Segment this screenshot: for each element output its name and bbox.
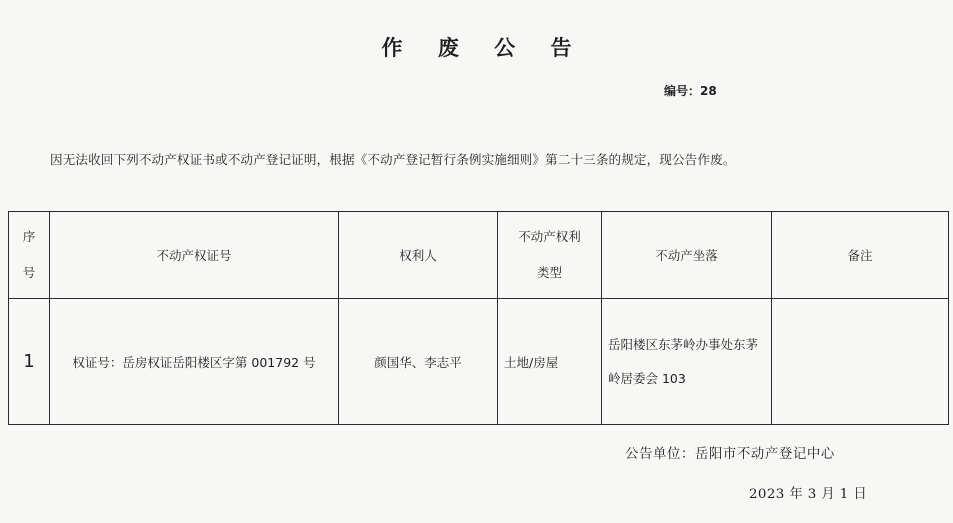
cell-location-line1: 岳阳楼区东茅岭办事处东茅 [608, 336, 759, 352]
notice-title: 作 废 公 告 [381, 36, 586, 60]
table-header-row [9, 212, 949, 299]
header-type [498, 212, 602, 299]
header-location: 不动产坐落 [602, 212, 772, 299]
cell-holder: 颜国华、李志平 [339, 299, 498, 425]
header-holder: 权利人 [339, 212, 498, 299]
cell-type: 土地/房屋 [498, 299, 602, 425]
header-type-line2: 类型 [536, 265, 562, 280]
header-seq-line2: 号 [22, 265, 36, 280]
cell-location-line2: 岭居委会 103 [608, 370, 686, 386]
serial-number: 编号：28 [664, 84, 717, 98]
header-seq-line1: 序 [22, 229, 36, 244]
header-type-line1: 不动产权利 [518, 229, 581, 244]
header-cert: 不动产权证号 [50, 212, 339, 299]
table-row [9, 299, 949, 425]
header-seq [9, 212, 50, 299]
certificate-table [8, 211, 949, 425]
notice-intro: 因无法收回下列不动产权证书或不动产登记证明，根据《不动产登记暂行条例实施细则》第二十三条的规定，现公告作废。 [50, 152, 736, 167]
issuer: 公告单位：岳阳市不动产登记中心 [625, 447, 835, 462]
header-remark: 备注 [772, 212, 949, 299]
cell-seq: 1 [9, 299, 50, 425]
issue-date: 2023 年 3 月 1 日 [749, 487, 868, 502]
cell-cert: 权证号：岳房权证岳阳楼区字第 001792 号 [50, 299, 339, 425]
cell-location [602, 299, 772, 425]
cell-remark [772, 299, 949, 425]
